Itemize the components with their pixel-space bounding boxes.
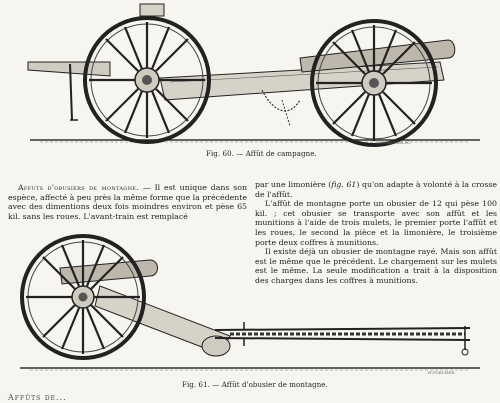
left-wheel — [85, 18, 209, 142]
howitzer-wheel — [22, 236, 144, 358]
engraver-credit: H.PORCHER. — [428, 370, 456, 375]
next-section-heading: Affûts de... — [8, 393, 67, 402]
mountain-howitzer-illustration — [0, 228, 500, 378]
right-wheel — [312, 21, 436, 145]
field-carriage-illustration — [0, 0, 500, 148]
paragraph-text: Il existe déjà un obusier de montagne rayé. Mais son affût est le même que le précédent. Le chargement sur les mulets est le même. La seule modification a trait à la disposition des charges dans les coffres à munitions. — [255, 247, 497, 285]
figure-reference: fig. 61 — [331, 180, 357, 189]
paragraph-text: par une limonière ( — [255, 180, 332, 189]
engraver-credit: H.PORCHER.SC. — [377, 140, 412, 145]
figure-caption: Fig. 60. — Affût de campagne. — [206, 150, 317, 158]
left-text-column — [8, 183, 247, 221]
paragraph-text: L'affût de montagne porte un obusier de 12 qui pèse 100 kil. ; cet obusier se transporte avec son affût et les munitions à l'aide de trois mulets, le premier porte l'affût et les roues, le second la pièce et la limonière, le troisième porte deux coffres à munitions. — [255, 199, 497, 247]
paragraph-text: — Il est unique dans son espèce, affecté à peu près la même forme que la précédente avec des dimentions deux fois moindres environ et pèse 65 kil. sans les roues. L'avant-train est remplacé — [8, 183, 247, 221]
section-heading: Affuts d'obusiers de montagne. — [18, 183, 140, 192]
paragraph-text: ) qu'on adapte à volonté à la crosse de l'affût. — [255, 180, 497, 199]
figure-caption: Fig. 61. — Affût d'obusier de montagne. — [182, 381, 328, 389]
